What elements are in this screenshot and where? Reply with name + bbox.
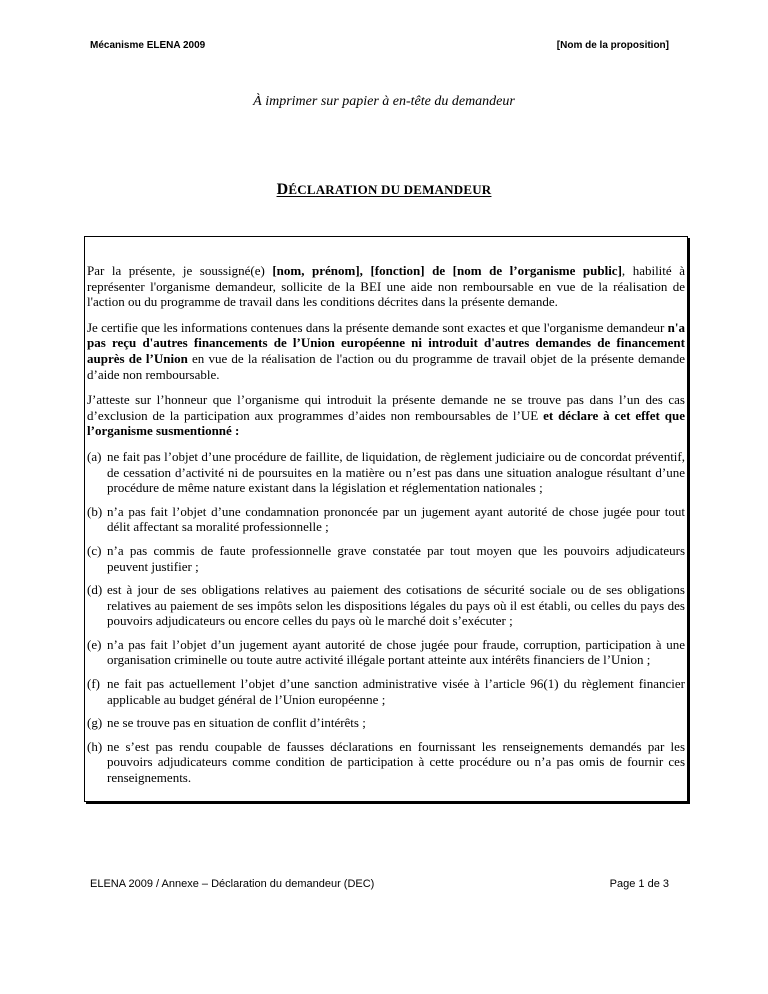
item-text: ne fait pas actuellement l’objet d’une sanction administrative visée à l’article 96(1) du règlement financier applicable au budget général de l’Union européenne ; (107, 676, 685, 707)
item-marker: (h) (87, 738, 103, 754)
item-marker: (b) (87, 503, 103, 519)
declaration-paragraph-1 (87, 263, 685, 310)
item-text: n’a pas commis de faute professionnelle grave constatée par tout moyen que les pouvoirs adjudicateurs peuvent justifier ; (107, 542, 685, 574)
p1-text-1: Par la présente, je soussigné(e) (87, 263, 273, 278)
item-marker: (e) (87, 636, 102, 652)
item-text: n’a pas fait l’objet d’un jugement ayant autorité de chose jugée pour fraude, corruption, participation à une organisation criminelle ou toute autre activité illégale portant atteinte aux intérêts financiers de l’Union ; (107, 636, 685, 668)
item-marker: (c) (87, 542, 102, 558)
list-item (87, 449, 685, 496)
list-item (87, 676, 685, 707)
item-text: ne s’est pas rendu coupable de fausses déclarations en fournissant les renseignements demandés par les pouvoirs adjudicateurs comme condition de participation à cette procédure ou n’a pas omis de fournir ces renseignements. (107, 738, 685, 786)
print-instruction: À imprimer sur papier à en-tête du demandeur (253, 94, 515, 109)
p3-text-1: J’atteste sur l’honneur que l’organisme qui introduit la présente demande ne se trouve pas dans l’un des cas d’exclusion de la participation aux programmes d’aides non remboursables de l’UE (87, 392, 685, 423)
p3-bold-1: et déclare à cet effet que l’organisme susmentionné : (87, 407, 685, 439)
title-first-letter: D (276, 181, 289, 198)
item-marker: (f) (87, 676, 100, 692)
list-item (87, 715, 685, 731)
declaration-paragraph-3 (87, 392, 685, 439)
item-text: ne fait pas l’objet d’une procédure de faillite, de liquidation, de règlement judiciaire ou de concordat préventif, de cessation d’activité ni de poursuites en la matière ou n’est pas dans une situation analogue résultant d’une procédure de même nature existant dans la législation et réglementation nationales ; (107, 448, 685, 496)
list-item (87, 637, 685, 668)
item-marker: (d) (87, 582, 103, 598)
exclusion-list (87, 449, 685, 786)
p2-text-1: Je certifie que les informations contenues dans la présente demande sont exactes et que l'organisme demandeur (87, 319, 668, 335)
item-text: est à jour de ses obligations relatives au paiement des cotisations de sécurité sociale ou de ses obligations relatives au paiement de ses impôts selon les dispositions légales du pays où il est établi, ou celles du pays des pouvoirs adjudicateurs ou encore celles du pays où le marché doit s’exécuter ; (107, 582, 685, 629)
declaration-box (84, 236, 688, 802)
item-text: ne se trouve pas en situation de conflit d’intérêts ; (107, 715, 366, 731)
page-title (0, 181, 768, 199)
title-rest: ÉCLARATION DU DEMANDEUR (288, 182, 492, 197)
p1-bold-1: [nom, prénom], [fonction] de [nom de l’organisme public] (272, 263, 622, 278)
p1-text-2: , habilité à représenter l'organisme demandeur, sollicite de la BEI une aide non remboursable en vue de la réalisation de l'action ou du programme de travail dans les conditions décrites dans la présente demande. (87, 263, 685, 310)
list-item (87, 543, 685, 574)
list-item (87, 739, 685, 786)
footer-page-number: Page 1 de 3 (609, 878, 669, 890)
item-marker: (a) (87, 448, 102, 464)
footer-document-title: ELENA 2009 / Annexe – Déclaration du demandeur (DEC) (90, 878, 375, 890)
list-item (87, 504, 685, 535)
list-item (87, 582, 685, 629)
item-text: n’a pas fait l’objet d’une condamnation prononcée par un jugement ayant autorité de chose jugée pour tout délit affectant sa moralité professionnelle ; (107, 503, 685, 535)
declaration-paragraph-2 (87, 320, 685, 382)
header-program-name: Mécanisme ELENA 2009 (90, 40, 206, 51)
header-proposal-name: [Nom de la proposition] (556, 40, 669, 51)
p2-text-2: en vue de la réalisation de l'action ou du programme de travail objet de la présente demande d’aide non remboursable. (87, 350, 685, 382)
p2-bold-1: n'a pas reçu d'autres financements de l’Union européenne ni introduit d'autres demandes de financement auprès de l’Union (87, 319, 685, 366)
item-marker: (g) (87, 715, 103, 731)
